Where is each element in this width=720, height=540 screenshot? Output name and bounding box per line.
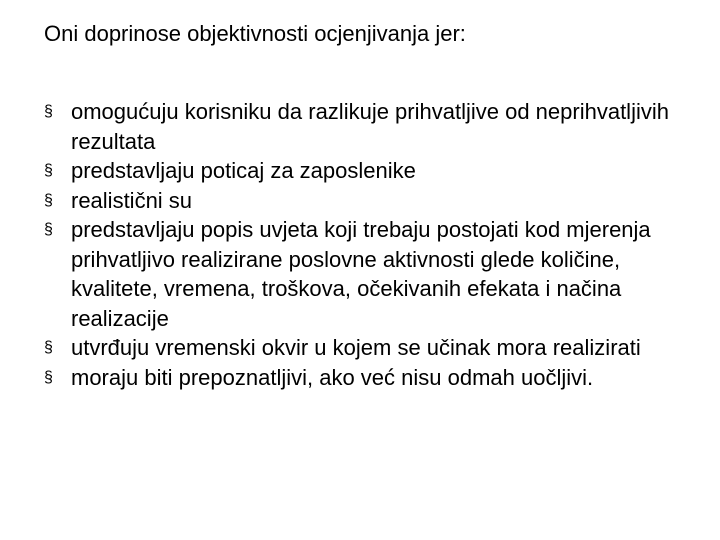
- slide-heading: Oni doprinose objektivnosti ocjenjivanja jer:: [44, 21, 466, 46]
- list-item: [44, 97, 704, 156]
- section-bullet-icon: §: [44, 162, 53, 179]
- list-item: [44, 156, 704, 186]
- list-item-text: utvrđuju vremenski okvir u kojem se učinak mora realizirati: [71, 335, 641, 360]
- list-item-text: predstavljaju poticaj za zaposlenike: [71, 158, 416, 183]
- list-item-text: predstavljaju popis uvjeta koji trebaju postojati kod mjerenja prihvatljivo realizirane poslovne aktivnosti glede količine, kvalitete, vremena, troškova, očekivanih efekata i načina realizacije: [71, 217, 651, 331]
- list-item: [44, 186, 704, 216]
- list-item-text: moraju biti prepoznatljivi, ako već nisu odmah uočljivi.: [71, 364, 594, 390]
- section-bullet-icon: §: [44, 103, 53, 120]
- bullet-list: [44, 97, 704, 392]
- list-item-text: omogućuju korisniku da razlikuje prihvatljive od neprihvatljivih rezultata: [71, 99, 669, 154]
- list-item: [44, 333, 704, 363]
- list-item-text: realistični su: [71, 187, 193, 213]
- section-bullet-icon: §: [44, 339, 53, 356]
- section-bullet-icon: §: [44, 368, 53, 386]
- section-bullet-icon: §: [44, 191, 53, 209]
- list-item: [44, 363, 704, 393]
- list-item: [44, 215, 704, 333]
- section-bullet-icon: §: [44, 221, 53, 238]
